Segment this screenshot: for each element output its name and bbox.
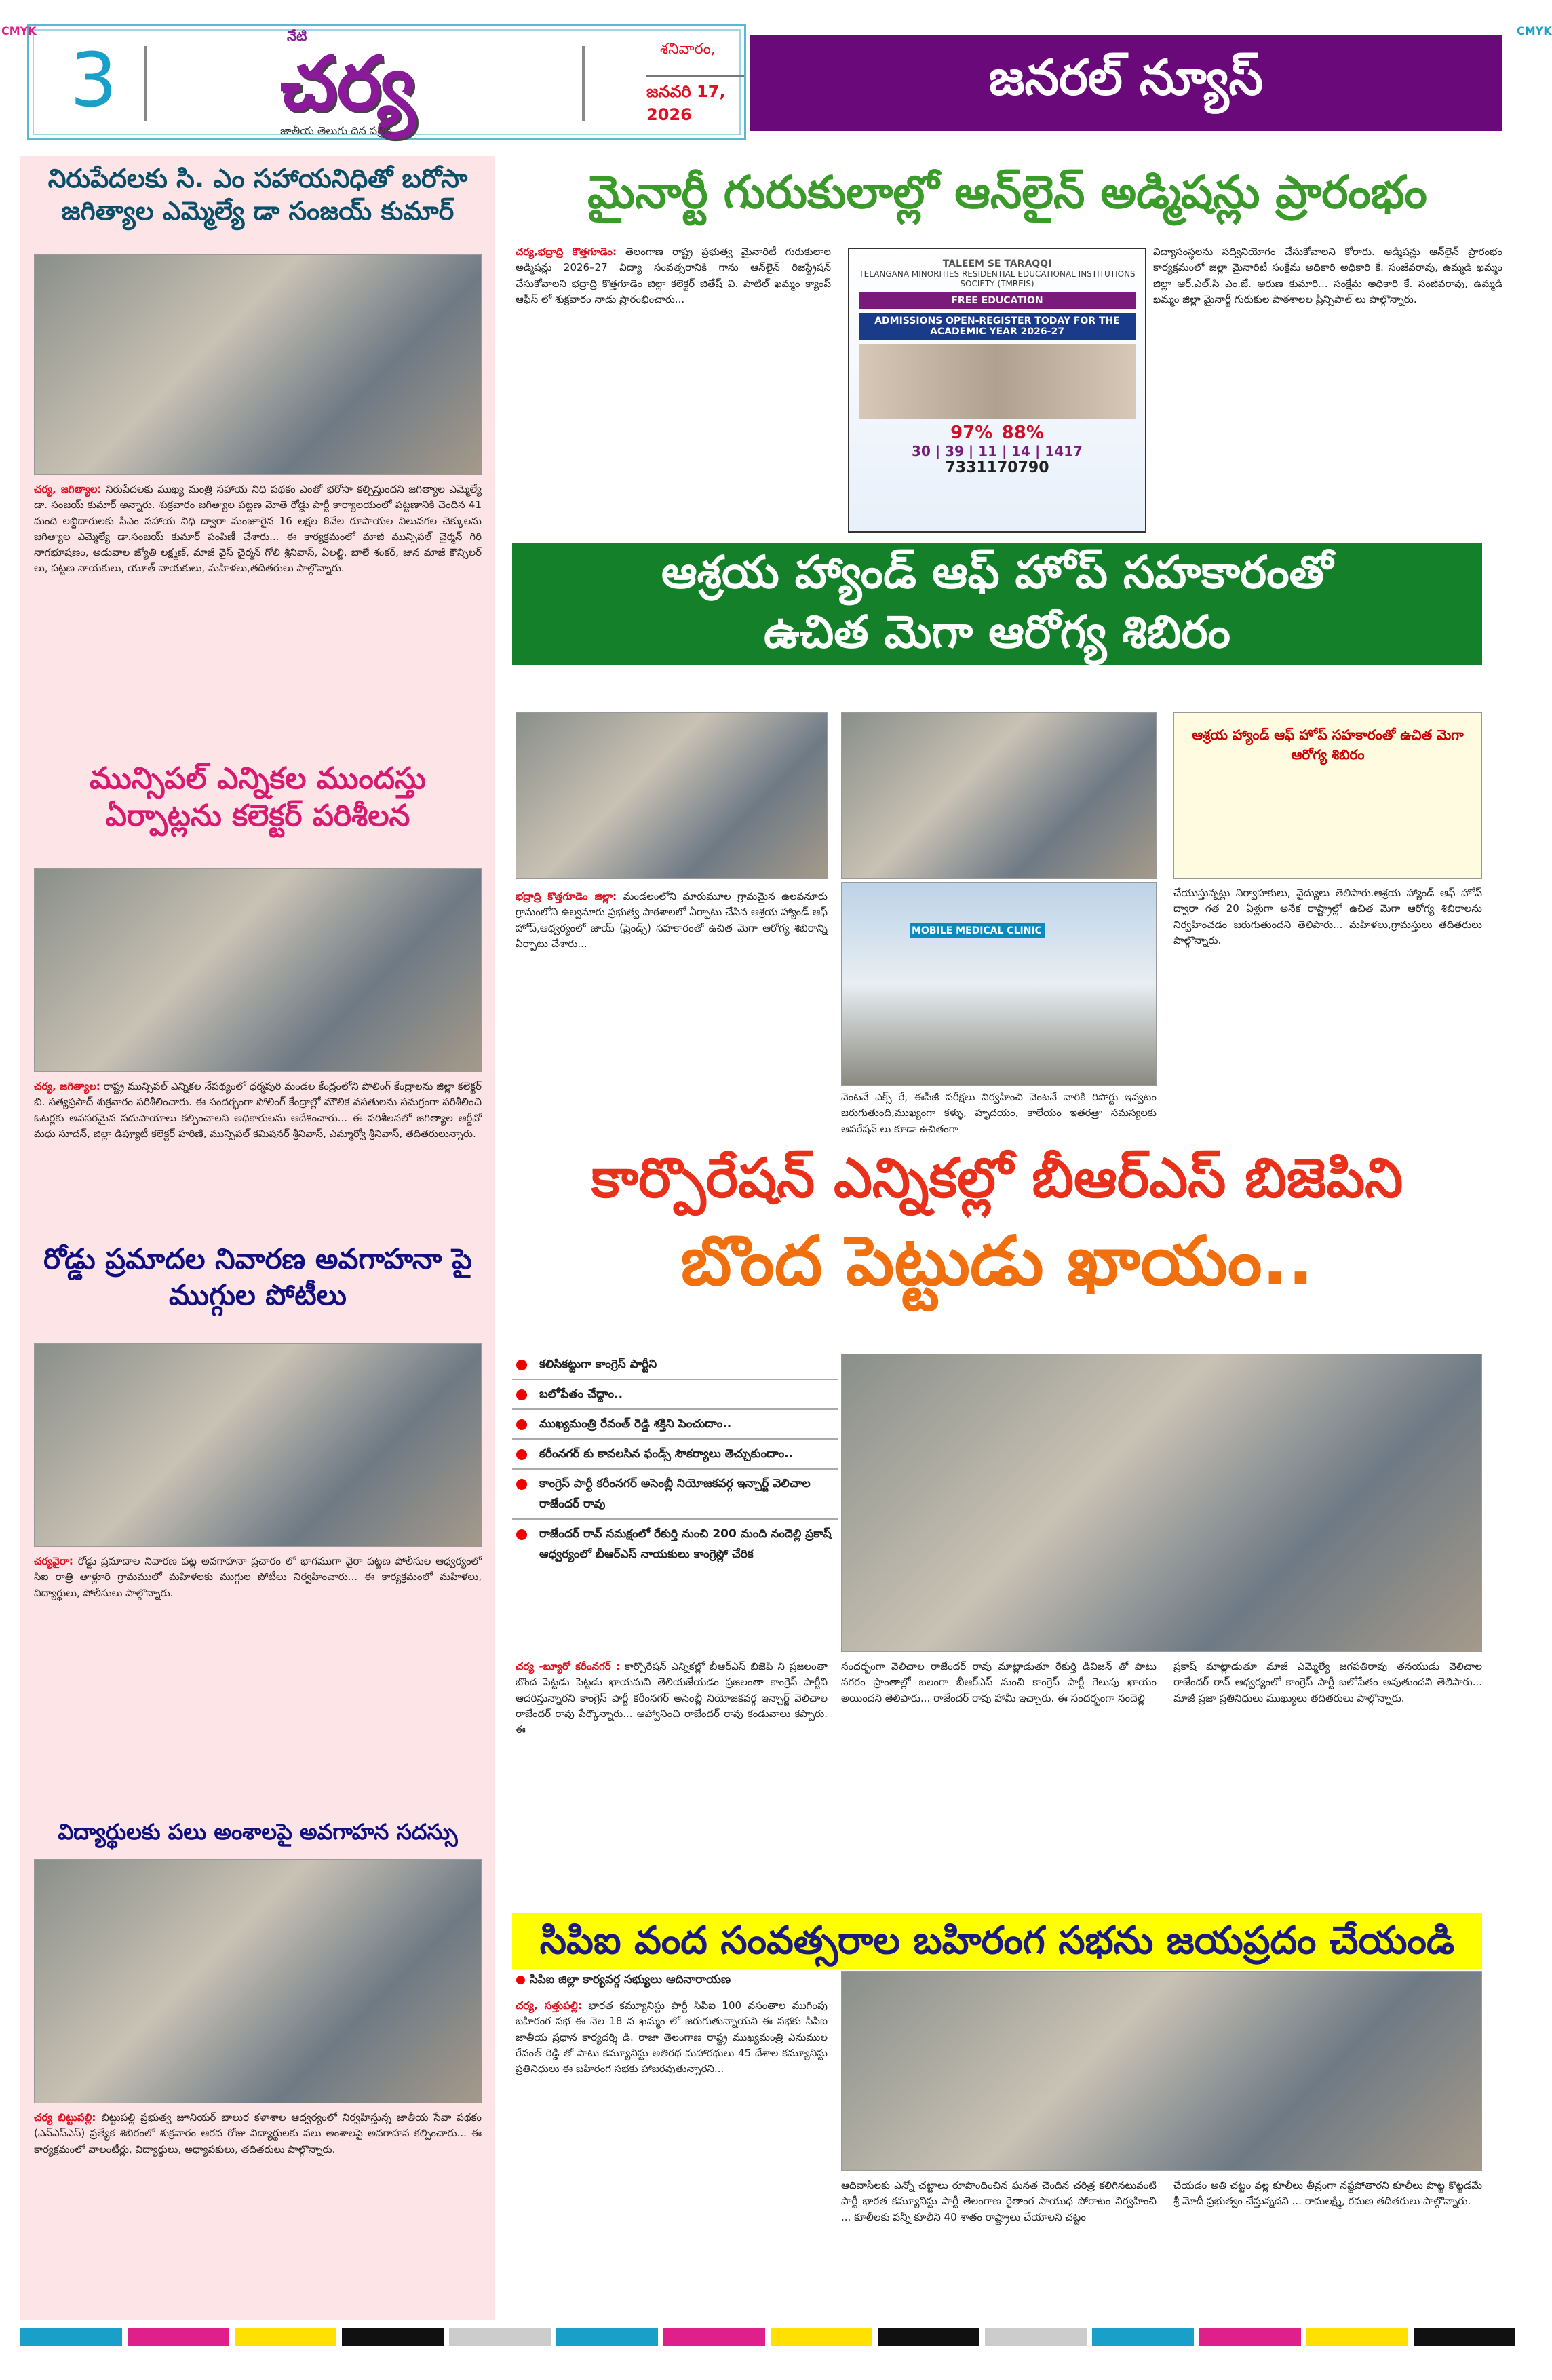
ad-band: ADMISSIONS OPEN-REGISTER TODAY FOR THE ACADEMIC YEAR 2026-27 (859, 313, 1136, 340)
photo-mla-press-meet (34, 254, 482, 475)
article-body: భద్రాద్రి కొత్తగూడెం జిల్లా: మండలంలోని మారుమూల గ్రామమైన ఉలవనూరు గ్రామంలోని ఉల్వనూరు ప్రభుత్వ పాఠశాలలో ఏర్పాటు చేసిన ఆశ్రయ హ్యాండ్ ఆఫ్ హోప్,ఆధ్వర్యంలో జాయ్ (ఫ్రెండ్స్) సహకారంతో ఉచిత మెగా ఆరోగ్య శిబిరాన్ని ఏర్పాటు చేశారు... (516, 890, 828, 950)
article-body: చర్య,భద్రాద్రి కొత్తగూడెం: తెలంగాణ రాష్ట్ర ప్రభుత్వ మైనారిటీ గురుకులాల అడ్మిషన్లు 2026–27 విద్యా సంవత్సరానికి గాను ఆన్‌లైన్ రిజిస్ట్రేషన్ చేసుకోవాలని భద్రాద్రి కొత్తగూడెం జిల్లా కలెక్టర్ జితేష్ వి. పాటిల్ ఖమ్మం క్యాంప్ ఆఫీస్ లో శుక్రవారం నాడు ప్రారంభించారు... (516, 246, 831, 305)
page-number: 3 (70, 37, 117, 123)
article-body: చర్య, సత్తుపల్లి: భారత కమ్యూనిస్టు పార్టీ సిపిఐ 100 వసంతాల ముగింపు బహిరంగ సభ ఈ నెల 18 న ఖమ్మం లో జరుగుతున్నాయని ఈ సభకు సిపిఐ జాతీయ ప్రధాన కార్యదర్శి డి. రాజా తెలంగాణ రాష్ట్ర ముఖ్యమంత్రి ఎనుముల రేవంత్ రెడ్డి తో పాటు కమ్యూనిస్టు అతిరథ మహారథులు 45 దేశాల కమ్యూనిస్టు ప్రతినిధులు ఈ బహిరంగ సభకు హాజరవుతున్నారని... (516, 1999, 828, 2075)
article-body: చర్యవైరా: రోడ్డు ప్రమాదాల నివారణ పట్ల అవగాహనా ప్రచారం లో భాగముగా వైరా పట్టణ పోలీసుల ఆధ్వర్యంలో సిఐ రాత్రి తాళ్లూరి గ్రామములో మహిళలకు ముగ్గుల పోటీలు నిర్వహించారు... ఈ కార్యక్రమంలో మహిళలు, విద్యార్థులు, పోలీసులు పాల్గొన్నారు. (34, 1555, 482, 1599)
photo-students (34, 1859, 482, 2103)
bullet-list (512, 1350, 838, 1569)
cmyk-mark: CMYK (1517, 24, 1552, 37)
bullet-item: బలోపేతం చేద్దాం.. (512, 1380, 838, 1410)
ad-phone: 7331170790 (945, 459, 1049, 476)
bullet-item: ముఖ్యమంత్రి రేవంత్ రెడ్డి శక్తిని పెంచుదాం.. (512, 1410, 838, 1440)
bullet-item: కరీంనగర్ కు కావలసిన ఫండ్స్ సౌకర్యాలు తెచ్చుకుందాం.. (512, 1440, 838, 1470)
ad-band: FREE EDUCATION (859, 292, 1136, 309)
headline: విద్యార్థులకు పలు అంశాలపై అవగాహన సదస్సు (58, 1819, 458, 1845)
photo-ambulance (841, 882, 1157, 1086)
article-body: ప్రకాష్ మాట్లాడుతూ మాజీ ఎమ్మెల్యే జగపతిరావు తనయుడు వెలిచాల రాజేందర్ రావ్ ఆధ్వర్యంలో కాంగ్రెస్ పార్టీ బలోపేతం అవుతుందని తెలిపారు... మాజీ ప్రజా ప్రతినిధులు ముఖ్యులు తదితరులు పాల్గొన్నారు. (1173, 1660, 1482, 1704)
headline: మైనార్టీ గురుకులాల్లో ఆన్‌లైన్ అడ్మిషన్లు ప్రారంభం (587, 166, 1427, 218)
headline: రోడ్డు ప్రమాదల నివారణ అవగాహనా పై ముగ్గుల పోటీలు (43, 1242, 472, 1311)
ad-stat: 97% (950, 423, 993, 443)
section-title: జనరల్ న్యూస్ (750, 35, 1502, 131)
admission-advertisement (848, 248, 1146, 533)
photo-health-camp (841, 712, 1157, 879)
article-body: వెంటనే ఎక్స్ రే, ఈసీజీ పరీక్షలు నిర్వహించి వెంటనే వారికి రిపోర్టు ఇవ్వటం జరుగుతుంది,ముఖ్యంగా కళ్ళు, హృదయం, కాలేయం ఇతరత్రా సమస్యలకు ఆపరేషన్ లు కూడా ఉచితంగా (841, 1091, 1157, 1135)
headline-banner (512, 543, 1482, 665)
photo-cpi-meeting (841, 1971, 1482, 2171)
article-body: ఆదివాసీలకు ఎన్నో చట్టాలు రూపొందించిన ఘనత చెందిన చరిత్ర కలిగినటువంటి పార్టీ భారత కమ్యూనిస్టు పార్టీ తెలంగాణ రైతాంగ సాయుధ పోరాటం నిర్వహించి ... కూలీలకు పన్నీ కూలీని 40 శాతం రాష్ట్రాలు చేయాలని చట్టం (841, 2179, 1157, 2223)
headline: నిరుపేదలకు సి. ఎం సహాయనిధితో బరోసా జగిత్యాల ఎమ్మెల్యే డా సంజయ్ కుమార్ (47, 164, 468, 226)
headline: మున్సిపల్ ఎన్నికల ముందస్తు ఏర్పాట్లను కలెక్టర్ పరిశీలన (89, 761, 427, 833)
color-registration-bar (0, 2328, 1536, 2346)
ambulance-label: MOBILE MEDICAL CLINIC (910, 923, 1045, 938)
article-body: చేయుస్తున్నట్లు నిర్వాహకులు, వైద్యులు తెలిపారు.ఆశ్రయ హ్యాండ్ ఆఫ్ హోప్ ద్వారా గత 20 ఏళ్లుగా అనేక రాష్ట్రాల్లో ఉచిత మెగా ఆరోగ్య శిబిరాలను నిర్వహించడం జరుగుతుందని తెలిపారు... మహిళలు,గ్రామస్తులు తదితరులు పాల్గొన్నారు. (1173, 887, 1482, 946)
headline-banner: సిపిఐ వంద సంవత్సరాల బహిరంగ సభను జయప్రదం చేయండి (512, 1913, 1482, 1969)
photo-party-joining (841, 1354, 1482, 1652)
article-body: సందర్భంగా వెలిచాల రాజేందర్ రావు మాట్లాడుతూ రేకుర్తి డివిజన్ తో పాటు నగరం ప్రాంతాల్లో బలంగా బీఆర్ఎస్ నుంచి కాంగ్రెస్ పార్టీ గెలుపు ఖాయం అయిందని తెలిపారు... రాజేందర్ రావు హామీ ఇచ్చారు. ఈ సందర్భంగా నందెల్లి (841, 1660, 1157, 1704)
headline: బొంద పెట్టుడు ఖాయం.. (680, 1221, 1314, 1301)
headline-line: ఆశ్రయ హ్యాండ్ ఆఫ్ హోప్ సహకారంతో (661, 546, 1334, 598)
divider (144, 46, 147, 121)
photo-collector-inspection (34, 868, 482, 1072)
ad-numbers: 30 | 39 | 11 | 14 | 1417 (912, 443, 1083, 459)
ad-logo: TALEEM SE TARAQQI (942, 258, 1052, 269)
bullet-item: కాంగ్రెస్ పార్టీ కరీంనగర్ అసెంబ్లీ నియోజకవర్గ ఇన్చార్జ్ వెలిచాల రాజేందర్ రావు (512, 1470, 838, 1520)
article-body: చర్య -బ్యూరో కరీంనగర్ : కార్పొరేషన్ ఎన్నికల్లో బీఆర్ఎస్ బిజెపి ని ప్రజలంతా బొంద పెట్టడు పెట్టడు ఖాయమని తెలియజేయడం ప్రజలంతా కాంగ్రెస్ పార్టీని ఆదరిస్తున్నారని కాంగ్రెస్ పార్టీ కరీంనగర్ అసెంబ్లీ నియోజకవర్గ ఇన్చార్జ్ వెలిచాల రాజేందర్ రావు పేర్కొన్నారు... ఆహ్వానించి రాజేందర్ రావు కండువాలు కప్పారు. ఈ (516, 1660, 828, 1735)
headline: కార్పొరేషన్ ఎన్నికల్లో బీఆర్ఎస్ బిజెపిని (591, 1147, 1403, 1210)
day: శనివారం, (660, 41, 716, 58)
subheadline: ● సిపిఐ జిల్లా కార్యవర్గ సభ్యులు ఆదినారాయణ (516, 1973, 731, 1989)
photo-rangoli-contest (34, 1343, 482, 1547)
divider (582, 46, 585, 121)
article-body: చేయడం అతి చట్టం వల్ల కూలీలు తీవ్రంగా నష్టపోతారని కూలీలు పొట్ట కొట్టడమే శ్రీ మోదీ ప్రభుత్వం చేస్తున్నదని ... రామలక్ష్మి, రమణ తదితరులు పాల్గొన్నారు. (1173, 2179, 1482, 2208)
ad-org: TELANGANA MINORITIES RESIDENTIAL EDUCATIONAL INSTITUTIONS SOCIETY (TMREIS) (859, 269, 1136, 288)
photo-health-camp (516, 712, 828, 879)
article-body: చర్య బిట్టుపల్లి: బిట్టుపల్లి ప్రభుత్వ జూనియర్ బాలుర కళాశాల ఆధ్వర్యంలో నిర్వహిస్తున్న జాతీయ సేవా పథకం (ఎన్ఎస్ఎస్) ప్రత్యేక శిబిరంలో శుక్రవారం ఆరవ రోజు విద్యార్థులకు పలు అంశాలపై అవగాహన కల్పించారు... ఈ కార్యక్రమంలో వాలంటీర్లు, విద్యార్థులు, అధ్యాపకులు, తదితరులు పాల్గొన్నారు. (34, 2111, 482, 2155)
logo-tagline: జాతీయ తెలుగు దిన పత్రిక (280, 124, 392, 137)
article-body: విద్యాసంస్థలను సద్వినియోగం చేసుకోవాలని కోరారు. అడ్మిషన్లు ఆన్‌లైన్ ప్రారంభం కార్యక్రమంలో జిల్లా మైనారిటీ సంక్షేమ అధికారి అధికారి కే. సంజీవరావు, ఉమ్మడి ఖమ్మం జిల్లా ఆర్.ఎల్.సి ఎం.జే. అరుణ కుమారి... సంక్షేమ అధికారి కే. సంజీవరావు, ఉమ్మడి ఖమ్మం జిల్లా మైనార్టీ గురుకుల పాఠశాలల ప్రిన్సిపాల్ లు పాల్గొన్నారు. (1153, 246, 1502, 305)
photo-camp-banner: ఆశ్రయ హ్యాండ్ ఆఫ్ హోప్ సహకారంతో ఉచిత మెగా ఆరోగ్య శిబిరం (1173, 712, 1482, 879)
logo: చర్య (280, 40, 416, 127)
headline-line: ఉచిత మెగా ఆరోగ్య శిబిరం (764, 606, 1230, 658)
ad-stat: 88% (1001, 423, 1044, 443)
logo-prefix: నేటి (287, 28, 307, 44)
bullet-item: రాజేందర్ రావ్ సమక్షంలో రేకుర్తి నుంచి 200 మంది నందెల్లి ప్రకాష్ ఆధ్వర్యంలో బీఆర్ఎస్ నాయకులు కాంగ్రెస్లో చేరిక (512, 1520, 838, 1569)
article-body: చర్య, జగిత్యాల: రాష్ట్ర మున్సిపల్ ఎన్నికల నేపథ్యంలో ధర్మపురి మండల కేంద్రంలోని పోలింగ్ కేంద్రాలను జిల్లా కలెక్టర్ బి. సత్యప్రసాద్ శుక్రవారం పరిశీలించారు. ఈ సందర్భంగా పోలింగ్ కేంద్రాల్లో మౌలిక వసతులను సమగ్రంగా పరిశీలించి ఓటర్లకు అవసరమైన సదుపాయాలు కల్పించాలని అధికారులను ఆదేశించారు... ఈ పరిశీలనలో జగిత్యాల ఆర్డీవో మధు సూదన్, జిల్లా డిప్యూటీ కలెక్టర్ హరిణి, మున్సిపల్ కమిషనర్ శ్రీనివాస్, ఎమ్మార్వో శ్రీనివాస్, తదితరులున్నారు. (34, 1080, 482, 1140)
article-body: చర్య, జగిత్యాల: నిరుపేదలకు ముఖ్య మంత్రి సహాయ నిధి పథకం ఎంతో భరోసా కల్పిస్తుందని జగిత్యాల ఎమ్మెల్యే డా. సంజయ్ కుమార్ అన్నారు. శుక్రవారం జగిత్యాల పట్టణ మోతె రోడ్డు పార్టీ కార్యాలయంలో పట్టణానికి చెందిన 41 మంది లబ్ధిదారులకు సిఎం సహాయ నిధి ద్వారా మంజూరైన 16 లక్షల 8వేల రూపాయల విలువగల చెక్కులను జగిత్యాల ఎమ్మెల్యే డా.సంజయ్ కుమార్ పంపిణీ చేశారు... ఈ కార్యక్రమంలో మాజీ మున్సిపల్ చైర్మన్ గిరి నాగభూషణం, అడువాల జ్యోతి లక్ష్మణ్, మాజీ వైస్ చైర్మన్ గోలి శ్రీనివాస్, ఏలల్టి, బాలే శంకర్, జున మాజీ కౌన్సిలర్ లు, పట్టణ నాయకులు, యూత్ నాయకులు, మహిళలు,తదితరులు పాల్గొన్నారు. (34, 483, 482, 575)
date: జనవరి 17, 2026 (646, 75, 744, 124)
masthead (27, 24, 746, 140)
bullet-item: కలిసికట్టుగా కాంగ్రెస్ పార్టీని (512, 1350, 838, 1380)
left-column (20, 156, 495, 2320)
cmyk-mark: CMYK (1, 24, 37, 37)
ad-photo (859, 344, 1136, 419)
